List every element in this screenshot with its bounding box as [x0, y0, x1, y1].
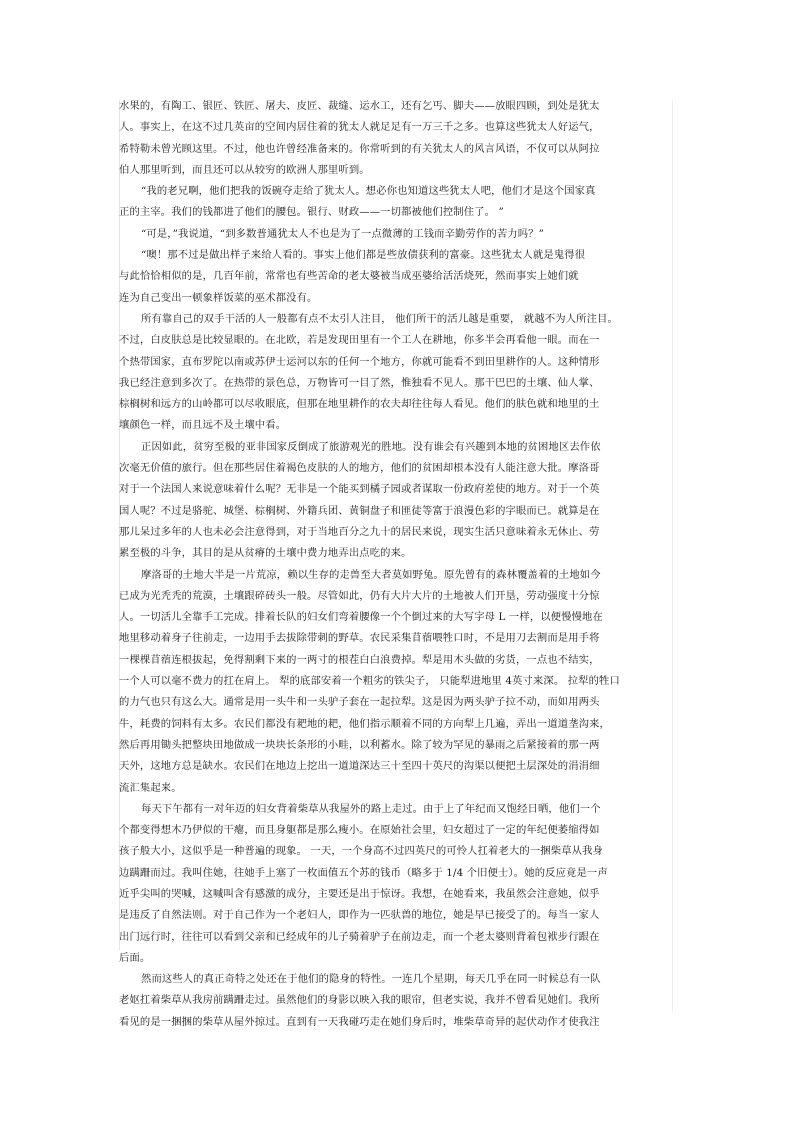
text-line: 不过，白皮肤总是比较显眼的。在北欧，若是发现田里有一个工人在耕地，你多半会再看他一眼。而在一	[119, 334, 600, 347]
text-line: 近乎尖叫的哭喊，这喊叫含有感激的成分，主要还是出于惊讶。我想，在她看来，我虽然会注意她，似乎	[119, 887, 600, 900]
text-line: 每天下午都有一对年迈的妇女背着柴草从我屋外的路上走过。由于上了年纪而又饱经日晒，他们一个	[141, 802, 601, 815]
paragraph	[119, 565, 675, 799]
text-line: 边蹒跚而过。我叫住她，往她手上塞了一枚面值五个苏的钱币（略多于 1/4 个旧便士）。她的反应竟是一声	[119, 866, 608, 879]
paragraph	[119, 437, 675, 565]
paragraph	[119, 224, 675, 245]
text-line: 正的主宰。我们的钱都进了他们的腰包。银行、财政——一切都被他们控制住了。 ”	[119, 206, 504, 219]
text-line: 个热带国家，直布罗陀以南或苏伊士运河以东的任何一个地方，你就可能看不到田里耕作的人。这种情形	[119, 355, 600, 368]
paragraph	[119, 245, 675, 309]
text-line: 一棵棵苜蓿连根拔起，免得割剩下来的一两寸的根茬白白浪费掉。犁是用木头做的劣货，一点也不结实，	[119, 653, 600, 666]
text-line: 是违反了自然法则。对于自己作为一个老妇人，即作为一匹驮兽的地位，她是早已接受了的。每当一家人	[119, 909, 600, 922]
text-line: 我已经注意到多次了。在热带的景色总，万物皆可一目了然，惟独看不见人。那干巴巴的土壤、仙人掌、	[119, 376, 600, 389]
text-line: 的力气也只有这么大。通常是用一头牛和一头驴子套在一起拉犁。这是因为两头驴子拉不动，而如用两头	[119, 696, 600, 709]
text-line: 牛，耗费的饲料有太多。农民们都没有耙地的耙，他们指示顺着不同的方向犁上几遍，弄出一道道垄沟来，	[119, 717, 611, 730]
text-line: 后面。	[119, 951, 151, 964]
text-line: “噢！那不过是做出样子来给人看的。事实上他们都是些放债获利的富豪。这些犹太人就是鬼得很	[141, 249, 586, 262]
text-line: 水果的，有陶工、银匠、铁匠、屠夫、皮匠、裁缝、运水工，还有乞丐、脚夫——放眼四顾，到处是犹太	[119, 100, 600, 112]
text-line: 正因如此，贫穷至极的亚非国家反倒成了旅游观光的胜地。没有谁会有兴趣到本地的贫困地区去作依	[141, 440, 601, 453]
text-line: 出门远行时，往往可以看到父亲和已经成年的儿子骑着驴子在前边走，而一个老太婆则背着包袱步行跟在	[119, 930, 600, 943]
text-line: 看见的是一捆捆的柴草从屋外掠过。直到有一天我碰巧走在她们身后时，堆柴草奇异的起伏动作才使我注	[119, 1015, 600, 1028]
text-line: 对于一个法国人来说意味着什么呢？无非是一个能买到橘子园或者谋取一份政府差使的地方。对于一个英	[119, 483, 600, 496]
text-line: 所有靠自己的双手干活的人一般都有点不太引人注目， 他们所干的活儿越是重要， 就越不为人所注目。	[141, 312, 618, 325]
text-line: 累至极的斗争，其目的是从贫瘠的土壤中费力地弄出点吃的来。	[119, 547, 412, 560]
paragraph	[119, 309, 675, 437]
text-line: 棕榈树和远方的山岭都可以尽收眼底，但那在地里耕作的农夫却往往每人看见。他们的肤色就和地里的土	[119, 398, 600, 411]
text-line: 那儿呆过多年的人也未必会注意得到，对于当地百分之九十的居民来说，现实生活只意味着永无休止、劳	[119, 525, 600, 538]
text-line: “可是，”我说道，“到多数普通犹太人不也是为了一点微薄的工钱而辛勤劳作的苦力吗？”	[141, 227, 545, 240]
text-line: 一个人可以毫不费力的扛在肩上。 犁的底部安着一个粗劣的铁尖子， 只能犁进地里 4英寸来深。 拉犁的牲口	[119, 675, 620, 688]
text-line: 次毫无价值的旅行。但在那些居住着褐色皮肤的人的地方，他们的贫困却根本没有人能注意大批。摩洛哥	[119, 462, 600, 475]
text-line: 流汇集起来。	[119, 781, 182, 794]
text-line: 人。一切活儿全靠手工完成。排着长队的妇女们弯着腰像一个个倒过来的大写字母 L 一样，以便慢慢地在	[119, 611, 603, 624]
text-line: 人。事实上，在这不过几英亩的空间内居住着的犹太人就足足有一万三千之多。也算这些犹太人好运气，	[119, 121, 600, 134]
paragraph	[119, 799, 675, 969]
paragraph	[119, 181, 675, 224]
text-line: 国人呢？不过是骆驼、城堡、棕榈树、外籍兵团、黄铜盘子和匪徒等富于浪漫色彩的字眼而已。就算是在	[119, 504, 600, 517]
text-line: 连为自己变出一顿象样饭菜的巫术都没有。	[119, 291, 318, 304]
body-text	[119, 96, 675, 1033]
text-line: 个都变得想木乃伊似的干瘪，而且身躯都是那么瘦小。在原始社会里，妇女超过了一定的年纪便萎缩得如	[119, 824, 600, 837]
text-line: 孩子般大小，这似乎是一种普遍的现象。 一天，一个身高不过四英尺的可怜人扛着老大的一捆柴草从我身	[119, 845, 603, 858]
text-line: 摩洛哥的土地大半是一片荒凉，赖以生存的走兽至大者莫如野兔。原先曾有的森林覆盖着的土地如今	[141, 568, 601, 581]
text-line: 地里移动着身子往前走，一边用手去拔除带刺的野草。农民采集苜蓿喂牲口时，不是用刀去割而是用手将	[119, 632, 600, 645]
text-line: 伯人那里听到，而且还可以从较穷的欧洲人那里听到。	[119, 163, 370, 176]
text-line: 已成为光秃秃的荒漠，土壤跟碎砖头一般。尽管如此，仍有大片大片的土地被人们开垦，劳动强度十分惊	[119, 589, 600, 602]
text-line: 然而这些人的真正奇特之处还在于他们的隐身的特性。一连几个星期，每天几乎在同一时候总有一队	[141, 973, 601, 986]
text-line: 与此恰恰相似的是，几百年前，常常也有些苦命的老太婆被当成巫婆给活活烧死，然而事实上她们就	[119, 270, 579, 283]
text-line: 希特勒未曾光顾这里。不过，他也许曾经准备来的。你常听到的有关犹太人的风言风语，不仅可以从阿拉	[119, 142, 600, 155]
text-line: “我的老兄啊，他们把我的饭碗夺走给了犹太人。想必你也知道这些犹太人吧，他们才是这个国家真	[141, 185, 596, 198]
paragraph	[119, 969, 675, 1033]
text-line: 然后再用锄头把整块田地做成一块块长条形的小畦，以利蓄水。除了较为罕见的暴雨之后紧接着的那一两	[119, 738, 600, 751]
text-line: 壤颜色一样，而且远不及土壤中看。	[119, 419, 287, 432]
paragraph	[119, 96, 675, 181]
text-line: 天外，这地方总是缺水。农民们在地边上挖出一道道深达三十至四十英尺的沟渠以便把土层深处的涓涓细	[119, 760, 600, 773]
text-line: 老妪扛着柴草从我房前蹒跚走过。虽然他们的身影以映入我的眼帘，但老实说，我并不曾看见她们。我所	[119, 994, 600, 1007]
